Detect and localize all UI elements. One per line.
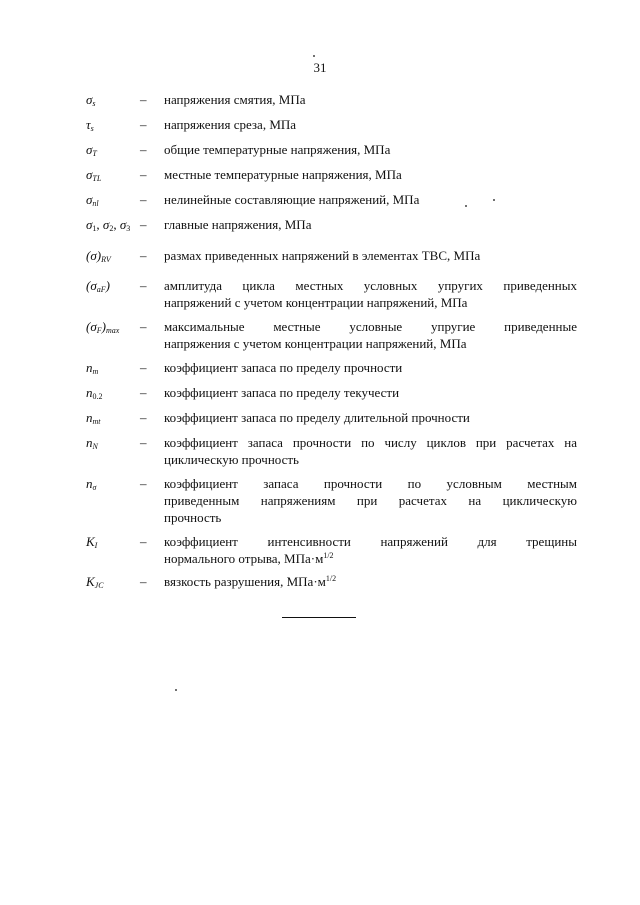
dash: – bbox=[140, 167, 147, 182]
symbol: $K_{JC}$ bbox=[86, 574, 104, 590]
definition-line: максимальные местные условные упругие приведенные bbox=[164, 319, 577, 334]
dash: – bbox=[140, 278, 147, 293]
definition-line: коэффициент запаса прочности по числу циклов при расчетах на bbox=[164, 435, 577, 450]
symbol: $n_{0.2}$ bbox=[86, 385, 103, 401]
symbol: $K_I$ bbox=[86, 534, 98, 550]
definition: главные напряжения, МПа bbox=[164, 217, 312, 232]
definition: общие температурные напряжения, МПа bbox=[164, 142, 391, 157]
page-number: 31 bbox=[313, 60, 327, 75]
definition: напряжения среза, МПа bbox=[164, 117, 297, 132]
symbol: $n_\sigma$ bbox=[86, 476, 97, 492]
definition-line: циклическую прочность bbox=[164, 452, 299, 467]
dash: – bbox=[140, 117, 147, 132]
definition-line: напряжений с учетом концентрации напряжений, МПа bbox=[164, 295, 468, 310]
dash: – bbox=[140, 92, 147, 107]
dash: – bbox=[140, 192, 147, 207]
definition-line: амплитуда цикла местных условных упругих приведенных bbox=[164, 278, 577, 293]
definition: нелинейные составляющие напряжений, МПа bbox=[164, 192, 420, 207]
symbol: $\sigma_T$ bbox=[86, 142, 97, 158]
symbol: $n_m$ bbox=[86, 360, 99, 376]
definition: коэффициент запаса по пределу текучести bbox=[164, 385, 400, 400]
scan-speck bbox=[465, 205, 467, 207]
dash: – bbox=[140, 574, 147, 589]
scan-speck bbox=[313, 55, 315, 57]
dash: – bbox=[140, 534, 147, 549]
definition: напряжения смятия, МПа bbox=[164, 92, 306, 107]
dash: – bbox=[140, 476, 147, 491]
symbol: $\sigma_s$ bbox=[86, 92, 96, 108]
dash: – bbox=[140, 142, 147, 157]
definition-line: коэффициент интенсивности напряжений для трещины bbox=[164, 534, 577, 549]
scan-speck bbox=[175, 689, 177, 691]
dash: – bbox=[140, 217, 147, 232]
definition-line: приведенным напряжениям при расчетах на циклическую bbox=[164, 493, 577, 508]
definition: коэффициент запаса по пределу прочности bbox=[164, 360, 403, 375]
symbol: $n_N$ bbox=[86, 435, 98, 451]
definition-line: прочность bbox=[164, 510, 222, 525]
symbol: $\sigma_1$, $\sigma_2$, $\sigma_3$ bbox=[86, 217, 131, 233]
dash: – bbox=[140, 410, 147, 425]
symbol: $\sigma_{nl}$ bbox=[86, 192, 99, 208]
symbol: $\sigma_{TL}$ bbox=[86, 167, 102, 183]
definition-line: коэффициент запаса прочности по условным местным bbox=[164, 476, 577, 491]
definition-line: нормального отрыва, $МПа\cdot м^{1/2}$ bbox=[164, 551, 334, 566]
definition: местные температурные напряжения, МПа bbox=[164, 167, 402, 182]
dash: – bbox=[140, 385, 147, 400]
dash: – bbox=[140, 319, 147, 334]
dash: – bbox=[140, 360, 147, 375]
definition: коэффициент запаса по пределу длительной прочности bbox=[164, 410, 470, 425]
closing-rule bbox=[282, 617, 356, 618]
symbol: $n_{mt}$ bbox=[86, 410, 101, 426]
dash: – bbox=[140, 248, 147, 263]
symbol: $\tau_s$ bbox=[86, 117, 94, 133]
symbol: $(\sigma_F)_{max}$ bbox=[86, 319, 120, 335]
symbol: $(\sigma_{aF})$ bbox=[86, 278, 110, 294]
definition-line: напряжения с учетом концентрации напряжений, МПа bbox=[164, 336, 467, 351]
definition: размах приведенных напряжений в элементах ТВС, МПа bbox=[164, 248, 481, 263]
definition: вязкость разрушения, $МПа\cdot м^{1/2}$ bbox=[164, 574, 337, 589]
symbol: $(\sigma)_{RV}$ bbox=[86, 248, 111, 264]
dash: – bbox=[140, 435, 147, 450]
scan-speck bbox=[493, 199, 495, 201]
